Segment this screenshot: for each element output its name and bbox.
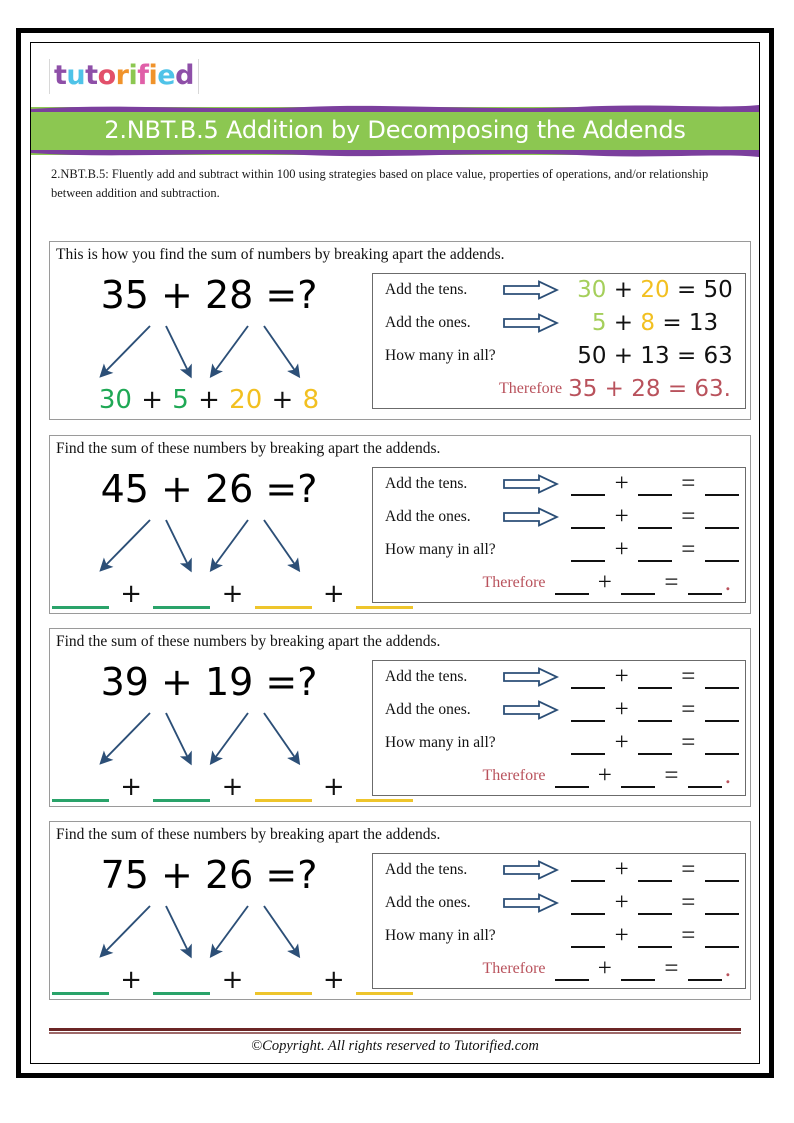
part-op-2: + [213,964,252,995]
part-blank-ones-a[interactable] [153,584,210,609]
worksheet-section-4 [49,821,751,1000]
worksheet-section-2 [49,435,751,614]
answer-arrow-ones [503,507,565,527]
section-body [50,654,750,806]
answer-row-total [373,340,745,373]
answer-therefore-plus: + [597,569,612,597]
answer-therefore-b-blank[interactable] [621,979,655,981]
answer-label-ones: Add the ones. [385,701,471,719]
answer-label-ones: Add the ones. [385,508,471,526]
answer-total-plus: + [614,922,629,950]
answer-arrow-ones [503,313,565,333]
answer-therefore [552,569,731,597]
answer-arrow-ones [503,700,565,720]
brand-letter-2: t [85,59,98,91]
answer-ones-plus: + [614,503,629,531]
decomposition-arrows [80,903,338,965]
answer-therefore-period: . [724,955,731,983]
part-op-3: + [314,771,353,802]
answer-tens-sum-blank[interactable] [705,687,739,689]
part-blank-tens-b[interactable] [255,584,312,609]
answer-total-a-blank[interactable] [571,946,605,948]
answer-therefore-eq: = [664,955,679,983]
answer-ones-sum: 13 [688,310,719,337]
part-op-1: + [112,771,151,802]
answer-tens-b-blank[interactable] [638,880,672,882]
answer-tens-eq: = [681,470,696,498]
answer-therefore-b-blank[interactable] [621,593,655,595]
problem-equation: 75 + 26 =? [100,852,318,897]
section-instruction: This is how you find the sum of numbers by breaking apart the addends. [56,246,505,263]
section-body [50,847,750,999]
answer-tens-plus: + [614,663,629,691]
answer-row-total [373,920,745,953]
decomposition-diagram [50,267,368,419]
brand-letter-9: d [175,59,194,91]
answer-label-total: How many in all? [385,347,496,365]
answer-ones-plus: + [614,889,629,917]
answer-label-tens: Add the tens. [385,281,468,299]
answer-ones-eq: = [662,310,682,337]
brand-letter-5: i [128,59,138,91]
answer-tens-b: 20 [640,277,670,304]
part-op-1: + [112,964,151,995]
section-instruction: Find the sum of these numbers by breaking apart the addends. [56,440,441,457]
part-op-1: + [132,384,172,415]
right-arrow-icon [503,280,559,300]
answer-total-b-blank[interactable] [638,560,672,562]
copyright-text: ©Copyright. All rights reserved to Tutorified.com [251,1038,539,1054]
answer-row-therefore [373,373,745,406]
page-frame [16,28,774,1078]
answer-arrow-ones [503,893,565,913]
answer-therefore-sum-blank[interactable] [688,593,722,595]
answer-ones-b-blank[interactable] [638,720,672,722]
part-blank-ones-a[interactable] [153,970,210,995]
answer-row-total [373,727,745,760]
answer-row-ones [373,694,745,727]
part-blank-tens-b[interactable] [255,777,312,802]
answer-ones-a-blank[interactable] [571,913,605,915]
answer-box [372,660,746,796]
standard-description: 2.NBT.B.5: Fluently add and subtract within 100 using strategies based on place value, properties of operations, and/or relationship between addition and subtraction. [51,167,709,201]
answer-box [372,853,746,989]
part-op-1: + [112,578,151,609]
therefore-label: Therefore [482,960,546,978]
answer-therefore-plus: + [597,955,612,983]
answer-value-tens[interactable] [565,663,745,691]
right-arrow-icon [503,313,559,333]
answer-tens-b-blank[interactable] [638,494,672,496]
right-arrow-icon [503,700,559,720]
answer-tens-eq: = [681,856,696,884]
answer-label-total: How many in all? [385,927,496,945]
part-tens-b: 20 [229,384,263,415]
answer-tens-a-blank[interactable] [571,687,605,689]
part-op-2: + [213,578,252,609]
decomposition-arrows [80,710,338,772]
right-arrow-icon [503,474,559,494]
answer-box [372,467,746,603]
answer-value-ones[interactable] [565,889,745,917]
part-op-3: + [263,384,302,415]
answer-therefore-eq: = [664,569,679,597]
answer-therefore-a-blank[interactable] [555,979,589,981]
answer-therefore-b-blank[interactable] [621,786,655,788]
answer-box [372,273,746,409]
answer-value-total[interactable] [565,729,745,757]
answer-ones-a-blank[interactable] [571,720,605,722]
answer-arrow-tens [503,667,565,687]
right-arrow-icon [503,893,559,913]
therefore-label: Therefore [499,380,563,398]
section-body [50,461,750,613]
answer-label-tens: Add the tens. [385,861,468,879]
answer-total-eq: = [681,729,696,757]
answer-therefore: 35 + 28 = 63. [568,376,731,403]
answer-value-total[interactable] [565,343,745,369]
footer [49,1028,741,1055]
answer-therefore [552,762,731,790]
therefore-label: Therefore [482,574,546,592]
answer-tens-sum-blank[interactable] [705,880,739,882]
brand-letter-7: i [148,59,158,91]
decomposed-parts [50,772,368,802]
answer-total-a-blank[interactable] [571,753,605,755]
part-ones-a: 5 [172,384,189,415]
answer-tens-a-blank[interactable] [571,494,605,496]
answer-ones-b: 8 [640,310,655,337]
answer-total-sum-blank[interactable] [705,946,739,948]
answer-ones-sum-blank[interactable] [705,913,739,915]
answer-ones-plus: + [614,696,629,724]
answer-therefore-plus: + [597,762,612,790]
part-blank-tens-b[interactable] [255,970,312,995]
answer-label-total: How many in all? [385,734,496,752]
answer-total-a-blank[interactable] [571,560,605,562]
answer-label-ones: Add the ones. [385,894,471,912]
answer-value-ones[interactable] [565,310,745,336]
decomposition-diagram [50,847,368,999]
brand-letter-8: e [157,59,176,91]
answer-tens-a-blank[interactable] [571,880,605,882]
answer-therefore [552,955,731,983]
answer-therefore-period: . [724,762,731,790]
therefore-label: Therefore [482,767,546,785]
answer-tens-plus: + [614,856,629,884]
answer-label-tens: Add the tens. [385,475,468,493]
answer-label-ones: Add the ones. [385,314,471,332]
answer-arrow-tens [503,860,565,880]
answer-value-ones[interactable] [565,696,745,724]
decomposition-arrows [80,517,338,579]
section-instruction: Find the sum of these numbers by breaking apart the addends. [56,633,441,650]
answer-ones-eq: = [681,696,696,724]
problem-equation: 45 + 26 =? [100,466,318,511]
decomposition-diagram [50,461,368,613]
answer-total-sum-blank[interactable] [705,560,739,562]
part-ones-b: 8 [302,384,320,415]
answer-value-tens[interactable] [565,470,745,498]
answer-value-tens[interactable] [565,277,745,303]
answer-total: 50 + 13 = 63 [577,343,733,370]
decomposition-diagram [50,654,368,806]
right-arrow-icon [503,860,559,880]
title-banner [31,105,759,157]
answer-ones-eq: = [681,503,696,531]
answer-tens-sum-blank[interactable] [705,494,739,496]
answer-therefore-sum-blank[interactable] [688,786,722,788]
answer-value-total[interactable] [565,536,745,564]
answer-ones-eq: = [681,889,696,917]
answer-row-therefore [373,567,745,600]
section-body [50,267,750,419]
part-blank-tens-a[interactable] [52,584,109,609]
answer-total-b-blank[interactable] [638,753,672,755]
answer-ones-a-blank[interactable] [571,527,605,529]
answer-value-total[interactable] [565,922,745,950]
right-arrow-icon [503,507,559,527]
part-tens-a: 30 [98,384,132,415]
answer-therefore-a-blank[interactable] [555,593,589,595]
answer-row-tens [373,274,745,307]
part-op-3: + [314,964,353,995]
answer-ones-sum-blank[interactable] [705,527,739,529]
answer-row-tens [373,468,745,501]
answer-ones-b-blank[interactable] [638,527,672,529]
answer-row-therefore [373,953,745,986]
answer-ones-a: 5 [591,310,607,337]
answer-total-plus: + [614,729,629,757]
answer-total-eq: = [681,922,696,950]
decomposed-parts [50,965,368,995]
brand-letter-6: f [137,59,149,91]
decomposed-parts [50,385,368,415]
answer-value-ones[interactable] [565,503,745,531]
section-instruction: Find the sum of these numbers by breaking apart the addends. [56,826,441,843]
answer-row-ones [373,307,745,340]
answer-label-tens: Add the tens. [385,668,468,686]
answer-therefore-a-blank[interactable] [555,786,589,788]
answer-ones-plus: + [613,310,634,337]
part-op-2: + [189,384,229,415]
answer-tens-a: 30 [577,277,607,304]
page-title: 2.NBT.B.5 Addition by Decomposing the Addends [104,116,686,144]
page-inner-border [30,42,760,1064]
brand-letter-0: t [54,59,67,91]
answer-therefore-sum-blank[interactable] [688,979,722,981]
brand-logo-text [49,59,199,94]
answer-tens-b-blank[interactable] [638,687,672,689]
answer-tens-plus: + [613,277,634,304]
brand-letter-3: o [97,59,116,91]
answer-row-ones [373,501,745,534]
answer-total-plus: + [614,536,629,564]
answer-therefore-eq: = [664,762,679,790]
answer-ones-b-blank[interactable] [638,913,672,915]
answer-tens-eq: = [681,663,696,691]
answer-row-ones [373,887,745,920]
answer-ones-sum-blank[interactable] [705,720,739,722]
answer-value-tens[interactable] [565,856,745,884]
part-op-2: + [213,771,252,802]
answer-row-tens [373,854,745,887]
answer-row-tens [373,661,745,694]
answer-arrow-tens [503,280,565,300]
answer-row-therefore [373,760,745,793]
problem-equation: 35 + 28 =? [100,272,318,317]
right-arrow-icon [503,667,559,687]
worksheet-section-3 [49,628,751,807]
brand-letter-1: u [66,59,86,91]
answer-total-b-blank[interactable] [638,946,672,948]
brand-letter-4: r [115,59,129,91]
decomposition-arrows [80,323,338,385]
part-blank-tens-a[interactable] [52,970,109,995]
part-blank-ones-a[interactable] [153,777,210,802]
part-blank-tens-a[interactable] [52,777,109,802]
decomposed-parts [50,579,368,609]
answer-tens-eq: = [676,277,697,304]
answer-row-total [373,534,745,567]
answer-arrow-tens [503,474,565,494]
answer-label-total: How many in all? [385,541,496,559]
answer-tens-sum: 50 [703,277,733,304]
worksheet-section-1 [49,241,751,420]
answer-total-sum-blank[interactable] [705,753,739,755]
brand-logo [49,55,199,97]
problem-equation: 39 + 19 =? [100,659,318,704]
answer-total-eq: = [681,536,696,564]
part-op-3: + [314,578,353,609]
answer-therefore-period: . [724,569,731,597]
answer-tens-plus: + [614,470,629,498]
